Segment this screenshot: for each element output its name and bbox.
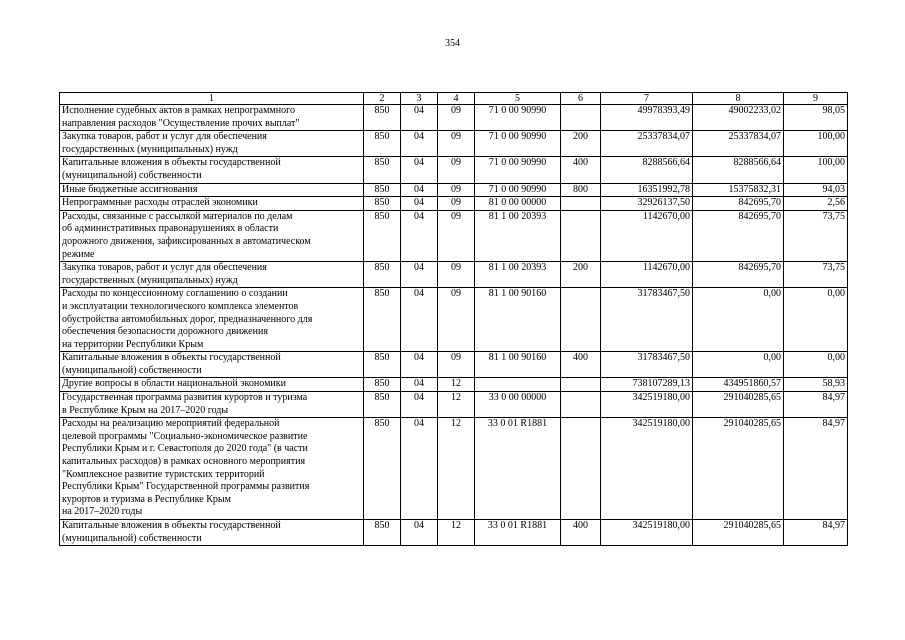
cell-subsection: 09 (438, 157, 475, 183)
cell-planned-amount: 31783467,50 (601, 352, 693, 378)
row-description: Закупка товаров, работ и услуг для обеспечения государственных (муниципальных) нужд (60, 262, 364, 288)
cell-executed-amount: 434951860,57 (693, 378, 784, 392)
cell-execution-percent: 84,97 (784, 520, 848, 546)
cell-section: 04 (401, 262, 438, 288)
cell-ministry-code: 850 (364, 131, 401, 157)
cell-section: 04 (401, 197, 438, 211)
cell-executed-amount: 15375832,31 (693, 183, 784, 197)
cell-target-article: 81 1 00 20393 (475, 262, 561, 288)
cell-planned-amount: 342519180,00 (601, 418, 693, 520)
column-header: 6 (561, 93, 601, 105)
cell-execution-percent: 98,05 (784, 105, 848, 131)
row-description: Другие вопросы в области национальной экономики (60, 378, 364, 392)
cell-ministry-code: 850 (364, 157, 401, 183)
table-row (60, 392, 848, 418)
column-header: 2 (364, 93, 401, 105)
row-description: Исполнение судебных актов в рамках непрограммного направления расходов "Осуществление прочих выплат" (60, 105, 364, 131)
cell-section: 04 (401, 157, 438, 183)
cell-subsection: 09 (438, 131, 475, 157)
table-row (60, 157, 848, 183)
column-header: 3 (401, 93, 438, 105)
cell-section: 04 (401, 183, 438, 197)
cell-execution-percent: 0,00 (784, 288, 848, 352)
cell-subsection: 09 (438, 288, 475, 352)
page-number: 354 (445, 38, 460, 49)
cell-executed-amount: 49002233,02 (693, 105, 784, 131)
cell-execution-percent: 2,56 (784, 197, 848, 211)
cell-expense-type (561, 288, 601, 352)
cell-expense-type (561, 418, 601, 520)
cell-section: 04 (401, 105, 438, 131)
cell-execution-percent: 0,00 (784, 352, 848, 378)
cell-expense-type: 800 (561, 183, 601, 197)
table-row (60, 131, 848, 157)
cell-ministry-code: 850 (364, 288, 401, 352)
cell-planned-amount: 49978393,49 (601, 105, 693, 131)
cell-ministry-code: 850 (364, 197, 401, 211)
cell-subsection: 12 (438, 418, 475, 520)
cell-section: 04 (401, 131, 438, 157)
cell-execution-percent: 100,00 (784, 157, 848, 183)
cell-expense-type: 200 (561, 131, 601, 157)
cell-expense-type: 400 (561, 157, 601, 183)
cell-subsection: 09 (438, 183, 475, 197)
row-description: Капитальные вложения в объекты государственной (муниципальной) собственности (60, 352, 364, 378)
row-description: Непрограммные расходы отраслей экономики (60, 197, 364, 211)
cell-execution-percent: 84,97 (784, 418, 848, 520)
cell-target-article: 33 0 01 R1881 (475, 520, 561, 546)
cell-subsection: 09 (438, 352, 475, 378)
cell-ministry-code: 850 (364, 418, 401, 520)
cell-planned-amount: 31783467,50 (601, 288, 693, 352)
cell-ministry-code: 850 (364, 392, 401, 418)
cell-expense-type (561, 197, 601, 211)
cell-ministry-code: 850 (364, 352, 401, 378)
cell-execution-percent: 94,03 (784, 183, 848, 197)
cell-section: 04 (401, 288, 438, 352)
cell-execution-percent: 73,75 (784, 262, 848, 288)
cell-target-article: 81 1 00 90160 (475, 352, 561, 378)
cell-target-article: 71 0 00 90990 (475, 183, 561, 197)
cell-section: 04 (401, 520, 438, 546)
table-row (60, 262, 848, 288)
cell-execution-percent: 73,75 (784, 210, 848, 261)
table-row (60, 183, 848, 197)
cell-subsection: 09 (438, 105, 475, 131)
cell-execution-percent: 100,00 (784, 131, 848, 157)
cell-ministry-code: 850 (364, 378, 401, 392)
column-header: 5 (475, 93, 561, 105)
cell-target-article: 81 0 00 00000 (475, 197, 561, 211)
cell-expense-type: 400 (561, 352, 601, 378)
cell-expense-type (561, 105, 601, 131)
column-header: 1 (60, 93, 364, 105)
cell-target-article: 33 0 00 00000 (475, 392, 561, 418)
cell-planned-amount: 1142670,00 (601, 210, 693, 261)
cell-executed-amount: 842695,70 (693, 197, 784, 211)
cell-executed-amount: 291040285,65 (693, 392, 784, 418)
cell-planned-amount: 8288566,64 (601, 157, 693, 183)
cell-ministry-code: 850 (364, 210, 401, 261)
cell-subsection: 09 (438, 262, 475, 288)
cell-expense-type (561, 210, 601, 261)
cell-section: 04 (401, 352, 438, 378)
cell-executed-amount: 8288566,64 (693, 157, 784, 183)
cell-target-article: 81 1 00 20393 (475, 210, 561, 261)
cell-subsection: 12 (438, 392, 475, 418)
table-row (60, 288, 848, 352)
cell-section: 04 (401, 378, 438, 392)
cell-executed-amount: 842695,70 (693, 262, 784, 288)
header-row (60, 93, 848, 105)
cell-planned-amount: 25337834,07 (601, 131, 693, 157)
table-row (60, 352, 848, 378)
cell-target-article: 33 0 01 R1881 (475, 418, 561, 520)
column-header: 9 (784, 93, 848, 105)
cell-target-article: 71 0 00 90990 (475, 105, 561, 131)
cell-ministry-code: 850 (364, 105, 401, 131)
cell-subsection: 09 (438, 210, 475, 261)
cell-expense-type: 200 (561, 262, 601, 288)
row-description: Государственная программа развития курортов и туризма в Республике Крым на 2017–2020 годы (60, 392, 364, 418)
table-row (60, 418, 848, 520)
cell-planned-amount: 342519180,00 (601, 520, 693, 546)
cell-subsection: 09 (438, 197, 475, 211)
cell-executed-amount: 291040285,65 (693, 418, 784, 520)
cell-expense-type: 400 (561, 520, 601, 546)
cell-target-article: 81 1 00 90160 (475, 288, 561, 352)
table-row (60, 105, 848, 131)
table-row (60, 210, 848, 261)
cell-section: 04 (401, 418, 438, 520)
cell-planned-amount: 32926137,50 (601, 197, 693, 211)
cell-target-article (475, 378, 561, 392)
cell-executed-amount: 842695,70 (693, 210, 784, 261)
cell-planned-amount: 16351992,78 (601, 183, 693, 197)
cell-executed-amount: 25337834,07 (693, 131, 784, 157)
cell-section: 04 (401, 392, 438, 418)
cell-subsection: 12 (438, 378, 475, 392)
cell-target-article: 71 0 00 90990 (475, 157, 561, 183)
cell-execution-percent: 84,97 (784, 392, 848, 418)
column-header: 7 (601, 93, 693, 105)
row-description: Расходы по концессионному соглашению о создании и эксплуатации технологического комплекса элементов обустройства автомобильных дорог, предназначенного для обеспечения безопасности дорожного движения на территории Республики Крым (60, 288, 364, 352)
table-row (60, 197, 848, 211)
cell-planned-amount: 1142670,00 (601, 262, 693, 288)
cell-subsection: 12 (438, 520, 475, 546)
cell-ministry-code: 850 (364, 520, 401, 546)
column-header: 8 (693, 93, 784, 105)
cell-expense-type (561, 378, 601, 392)
cell-ministry-code: 850 (364, 183, 401, 197)
row-description: Расходы, связанные с рассылкой материалов по делам об административных правонарушениях в области дорожного движения, зафиксированных в автоматическом режиме (60, 210, 364, 261)
table-row (60, 520, 848, 546)
row-description: Капитальные вложения в объекты государственной (муниципальной) собственности (60, 520, 364, 546)
cell-ministry-code: 850 (364, 262, 401, 288)
column-header: 4 (438, 93, 475, 105)
cell-planned-amount: 342519180,00 (601, 392, 693, 418)
table-row (60, 378, 848, 392)
cell-target-article: 71 0 00 90990 (475, 131, 561, 157)
cell-executed-amount: 0,00 (693, 288, 784, 352)
cell-planned-amount: 738107289,13 (601, 378, 693, 392)
row-description: Капитальные вложения в объекты государственной (муниципальной) собственности (60, 157, 364, 183)
cell-expense-type (561, 392, 601, 418)
cell-executed-amount: 291040285,65 (693, 520, 784, 546)
cell-execution-percent: 58,93 (784, 378, 848, 392)
cell-executed-amount: 0,00 (693, 352, 784, 378)
row-description: Закупка товаров, работ и услуг для обеспечения государственных (муниципальных) нужд (60, 131, 364, 157)
budget-table (59, 92, 848, 546)
cell-section: 04 (401, 210, 438, 261)
row-description: Расходы на реализацию мероприятий федеральной целевой программы "Социально-экономическое развитие Республики Крым и г. Севастополя до 2020 года" (в части капитальных расходов) в рамках основного мероприятия "Комплексное развитие туристских территорий Республики Крым" Государственной программы развития курортов и туризма в Республике Крым на 2017–2020 годы (60, 418, 364, 520)
row-description: Иные бюджетные ассигнования (60, 183, 364, 197)
